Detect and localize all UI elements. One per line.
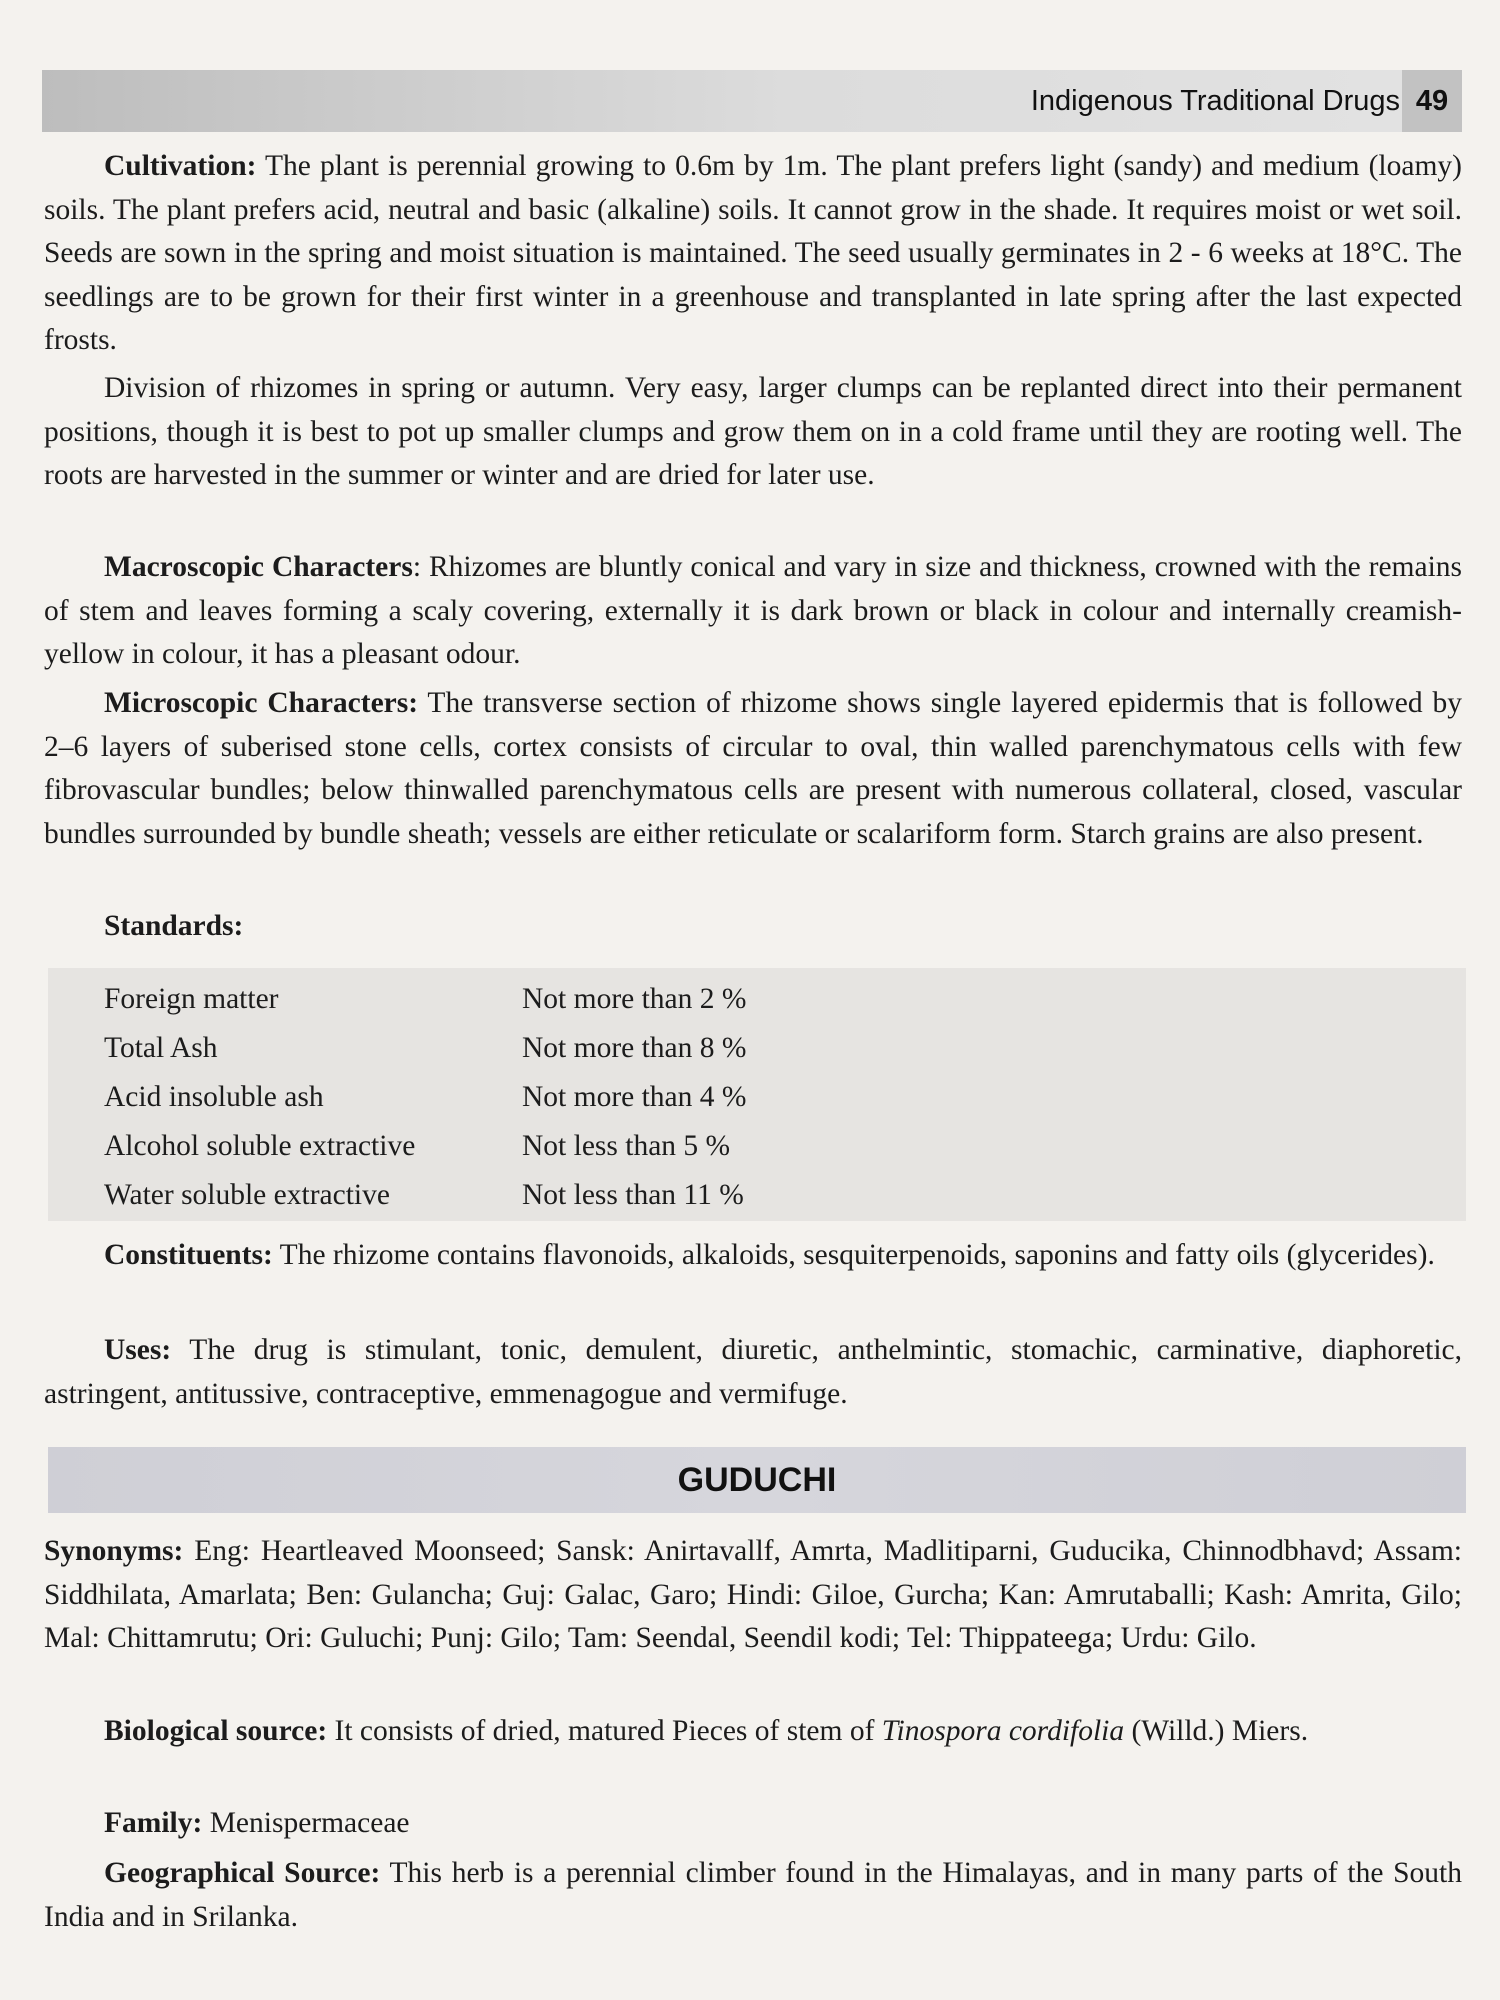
standard-name: Acid insoluble ash [104, 1081, 324, 1113]
paragraph-synonyms [44, 1530, 1462, 1661]
geographical-text: This herb is a perennial climber found in the Himalayas, and in many parts of the South India and in Srilanka. [44, 1857, 1462, 1933]
paragraph-geographical-source [44, 1852, 1462, 1939]
standard-name: Alcohol soluble extractive [104, 1130, 416, 1162]
standards-heading: Standards: [104, 910, 244, 942]
paragraph-cultivation [44, 145, 1462, 363]
uses-label: Uses: [104, 1334, 172, 1366]
biological-text-after: (Willd.) Miers. [1124, 1715, 1309, 1747]
table-row [104, 1024, 746, 1073]
running-head: Indigenous Traditional Drugs [1030, 85, 1400, 117]
microscopic-label: Microscopic Characters: [104, 687, 419, 719]
microscopic-text: The transverse section of rhizome shows single layered epidermis that is followed by 2–6 layers of suberised stone cells, cortex consists of circular to oval, thin walled parenchymatous cells with few fibrovascular bundles; below thinwalled parenchymatous cells are present with numerous collateral, closed, vascular bundles surrounded by bundle sheath; vessels are either reticulate or scalariform form. Starch grains are also present. [44, 687, 1462, 850]
standard-name: Total Ash [104, 1032, 218, 1064]
paragraph-uses [44, 1329, 1462, 1416]
standard-value: Not less than 5 % [522, 1130, 731, 1162]
macroscopic-text: : Rhizomes are bluntly conical and vary in size and thickness, crowned with the remains of stem and leaves forming a scaly covering, externally it is dark brown or black in colour and internally creamish-yellow in colour, it has a pleasant odour. [44, 551, 1463, 670]
paragraph-constituents [44, 1234, 1462, 1278]
standard-name: Foreign matter [104, 983, 279, 1015]
constituents-label: Constituents: [104, 1239, 273, 1271]
section-title: GUDUCHI [677, 1461, 837, 1499]
synonyms-text: Eng: Heartleaved Moonseed; Sansk: Anirtavallf, Amrta, Madlitiparni, Guducika, Chinnodbhavd; Assam: Siddhilata, Amarlata; Ben: Gulancha; Guj: Galac, Garo; Hindi: Giloe, Gurcha; Kan: Amrutaballi; Kash: Amrita, Gilo; Mal: Chittamrutu; Ori: Guluchi; Punj: Gilo; Tam: Seendal, Seendil kodi; Tel: Thippateega; Urdu: Gilo. [44, 1535, 1462, 1654]
table-row [104, 975, 746, 1024]
standard-value: Not more than 4 % [522, 1081, 747, 1113]
standard-value: Not less than 11 % [522, 1179, 744, 1211]
cultivation-text: The plant is perennial growing to 0.6m by 1m. The plant prefers light (sandy) and medium (loamy) soils. The plant prefers acid, neutral and basic (alkaline) soils. It cannot grow in the shade. It requires moist or wet soil. Seeds are sown in the spring and moist situation is maintained. The seed usually germinates in 2 - 6 weeks at 18°C. The seedlings are to be grown for their first winter in a greenhouse and transplanted in late spring after the last expected frosts. [44, 150, 1462, 356]
table-row [104, 1122, 746, 1171]
biological-text-before: It consists of dried, matured Pieces of stem of [327, 1715, 882, 1747]
constituents-text: The rhizome contains flavonoids, alkaloids, sesquiterpenoids, saponins and fatty oils (glycerides). [272, 1239, 1435, 1271]
standard-value: Not more than 2 % [522, 983, 747, 1015]
family-text: Menispermaceae [202, 1807, 410, 1839]
standard-value: Not more than 8 % [522, 1032, 747, 1064]
paragraph-biological-source [44, 1710, 1462, 1754]
page-number: 49 [1402, 70, 1462, 132]
table-row [104, 1171, 746, 1220]
family-label: Family: [104, 1807, 203, 1839]
macroscopic-label: Macroscopic Characters [104, 551, 413, 583]
geographical-label: Geographical Source: [104, 1857, 381, 1889]
paragraph-family [44, 1802, 1462, 1846]
synonyms-label: Synonyms: [44, 1535, 184, 1567]
paragraph-macroscopic [44, 546, 1462, 677]
standard-name: Water soluble extractive [104, 1179, 390, 1211]
species-name: Tinospora cordifolia [881, 1715, 1125, 1747]
standards-table [104, 975, 746, 1220]
division-text: Division of rhizomes in spring or autumn. Very easy, larger clumps can be replanted direct into their permanent positions, though it is best to pot up smaller clumps and grow them on in a cold frame until they are rooting well. The roots are harvested in the summer or winter and are dried for later use. [44, 372, 1462, 491]
cultivation-label: Cultivation: [104, 150, 257, 182]
paragraph-division [44, 367, 1462, 498]
biological-label: Biological source: [104, 1715, 328, 1747]
paragraph-microscopic [44, 682, 1462, 856]
table-row [104, 1073, 746, 1122]
uses-text: The drug is stimulant, tonic, demulent, diuretic, anthelmintic, stomachic, carminative, diaphoretic, astringent, antitussive, contraceptive, emmenagogue and vermifuge. [44, 1334, 1462, 1410]
